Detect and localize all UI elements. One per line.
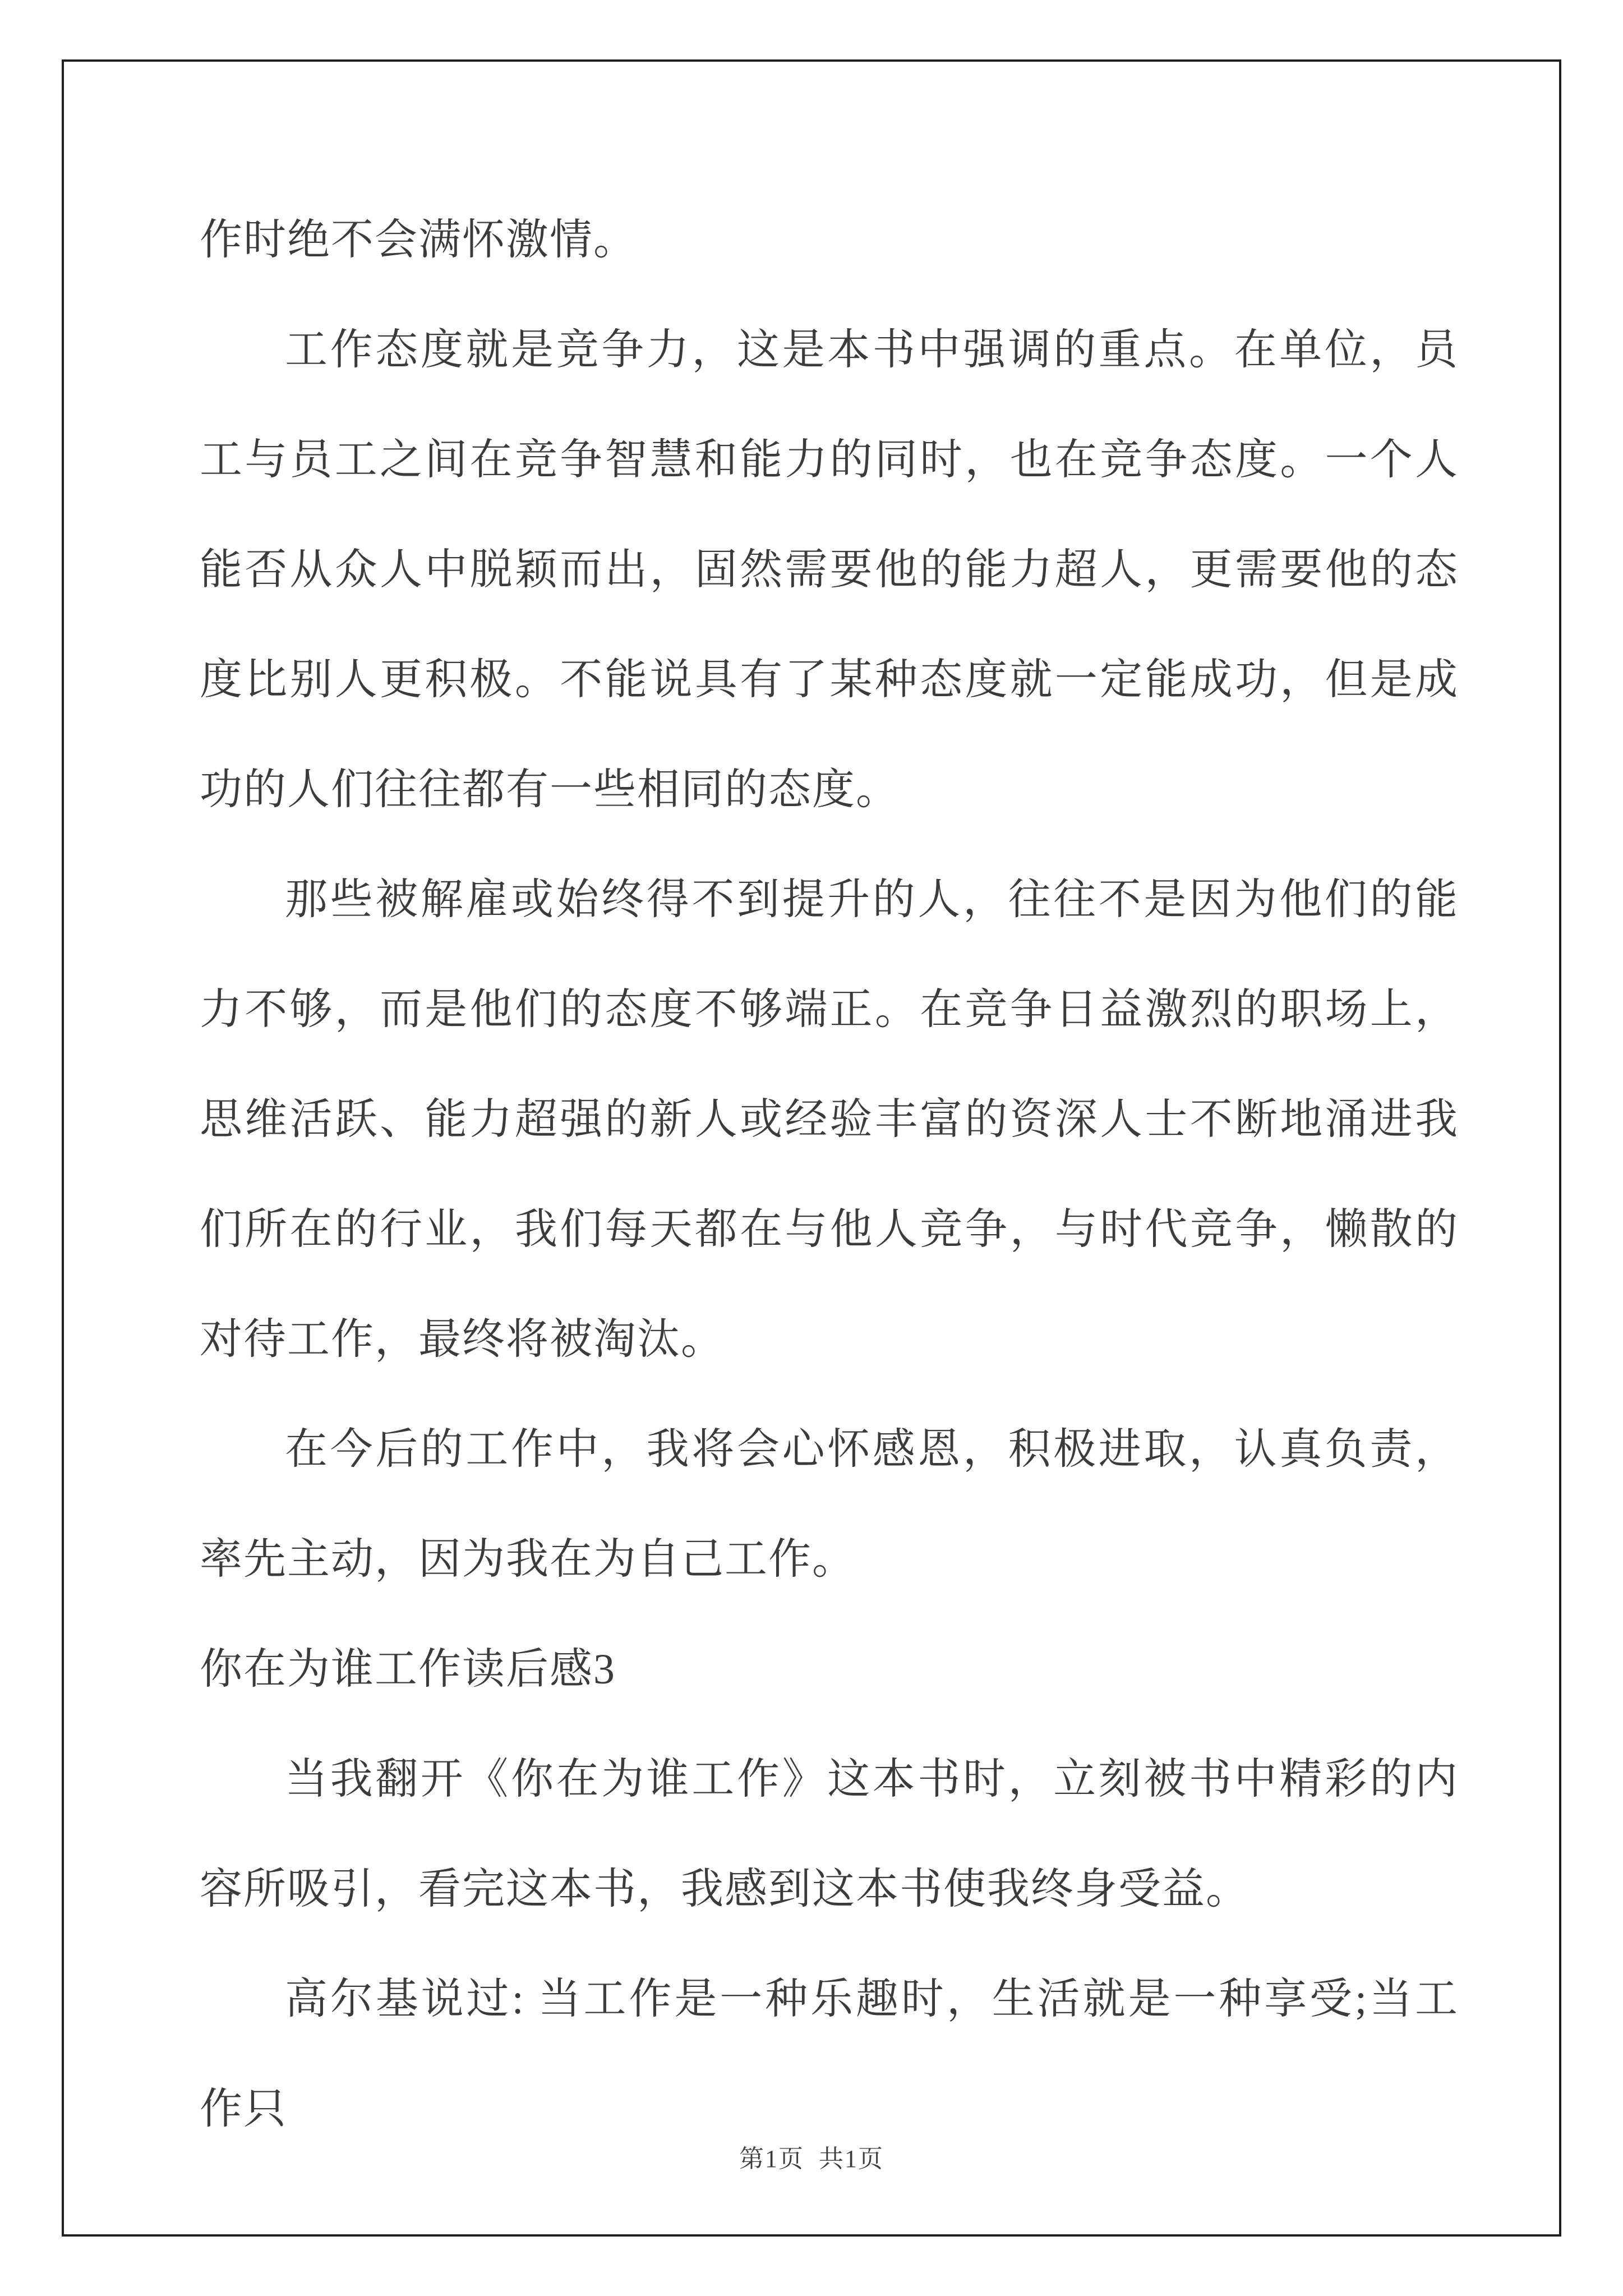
document-body — [200, 185, 1459, 2164]
paragraph-continuation: 作时绝不会满怀激情。 — [200, 217, 637, 264]
paragraph: 在今后的工作中，我将会心怀感恩，积极进取，认真负责，率先主动，因为我在为自己工作。 — [200, 1426, 1459, 1583]
paragraph-cutoff: 高尔基说过: 当工作是一种乐趣时，生活就是一种享受;当工作只 — [200, 1976, 1459, 2133]
paragraph: 工作态度就是竞争力，这是本书中强调的重点。在单位，员工与员工之间在竞争智慧和能力的同时，也在竞争态度。一个人能否从众人中脱颖而出，固然需要他的能力超人，更需要他的态度比别人更积极。不能说具有了某种态度就一定能成功，但是成功的人们往往都有一些相同的态度。 — [200, 326, 1459, 813]
paragraph: 那些被解雇或始终得不到提升的人，往往不是因为他们的能力不够，而是他们的态度不够端正。在竞争日益激烈的职场上，思维活跃、能力超强的新人或经验丰富的资深人士不断地涌进我们所在的行业，我们每天都在与他人竞争，与时代竞争，懒散的对待工作，最终将被淘汰。 — [200, 876, 1459, 1363]
section-heading: 你在为谁工作读后感3 — [200, 1646, 616, 1693]
page-number-footer: 第1页 共1页 — [739, 2145, 884, 2173]
paragraph: 当我翻开《你在为谁工作》这本书时，立刻被书中精彩的内容所吸引，看完这本书，我感到这本书使我终身受益。 — [200, 1756, 1459, 1913]
